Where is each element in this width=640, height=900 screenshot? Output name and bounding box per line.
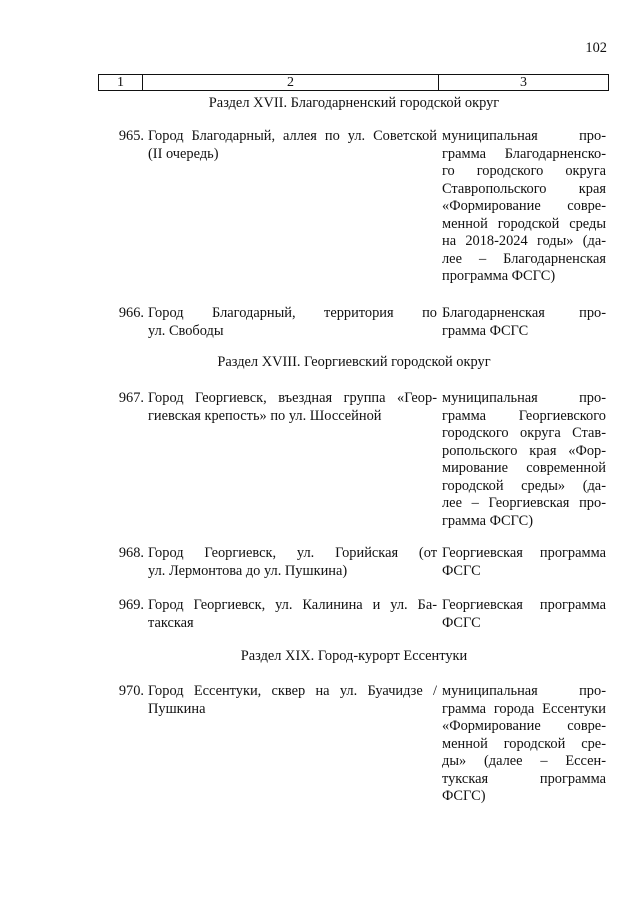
object-name: Город Георгиевск, ул. Горийская (от ул. Лермонтова до ул. Пушкина)	[148, 545, 437, 579]
column-header-table	[98, 74, 609, 91]
entry-number: 968.	[118, 545, 144, 561]
page-number: 102	[585, 40, 607, 56]
program-name: муниципальная про- грамма Георгиевского городского округа Став- ропольского края «Фор- мирование современной городской среды» (да- лее – Георгиевская про- грамма ФСГС)	[442, 390, 606, 529]
object-name: Город Благодарный, территория по ул. Свободы	[148, 305, 437, 339]
column-header-1: 1	[99, 75, 143, 91]
entry-number: 966.	[118, 305, 144, 321]
program-name: муниципальная про- грамма города Ессентуки «Формирование совре- менной городской сре- ды» (далее – Ессен- тукская программа ФСГС)	[442, 683, 606, 804]
section-title: Раздел XIX. Город-курорт Ессентуки	[240, 648, 468, 664]
program-name: Георгиевская программа ФСГС	[442, 545, 606, 579]
object-name: Город Георгиевск, въездная группа «Геор- гиевская крепость» по ул. Шоссейной	[148, 390, 437, 424]
program-name: Георгиевская программа ФСГС	[442, 597, 606, 631]
object-name: Город Георгиевск, ул. Калинина и ул. Ба- такская	[148, 597, 437, 631]
entry-number: 965.	[118, 128, 144, 144]
program-name: Благодарненская про- грамма ФСГС	[442, 305, 606, 339]
entry-number: 969.	[118, 597, 144, 613]
entry-number: 970.	[118, 683, 144, 699]
section-title: Раздел XVII. Благодарненский городской округ	[208, 95, 500, 111]
object-name: Город Ессентуки, сквер на ул. Буачидзе / Пушкина	[148, 683, 437, 717]
entry-number: 967.	[118, 390, 144, 406]
column-header-2: 2	[143, 75, 439, 91]
column-header-3: 3	[439, 75, 609, 91]
object-name: Город Благодарный, аллея по ул. Советской (II очередь)	[148, 128, 437, 162]
section-title: Раздел XVIII. Георгиевский городской округ	[217, 354, 491, 370]
program-name: муниципальная про- грамма Благодарненско- го городского округа Ставропольского края «Формирование совре- менной городской среды на 2018-2024 годы» (да- лее – Благодарненская программа ФСГС)	[442, 128, 606, 284]
